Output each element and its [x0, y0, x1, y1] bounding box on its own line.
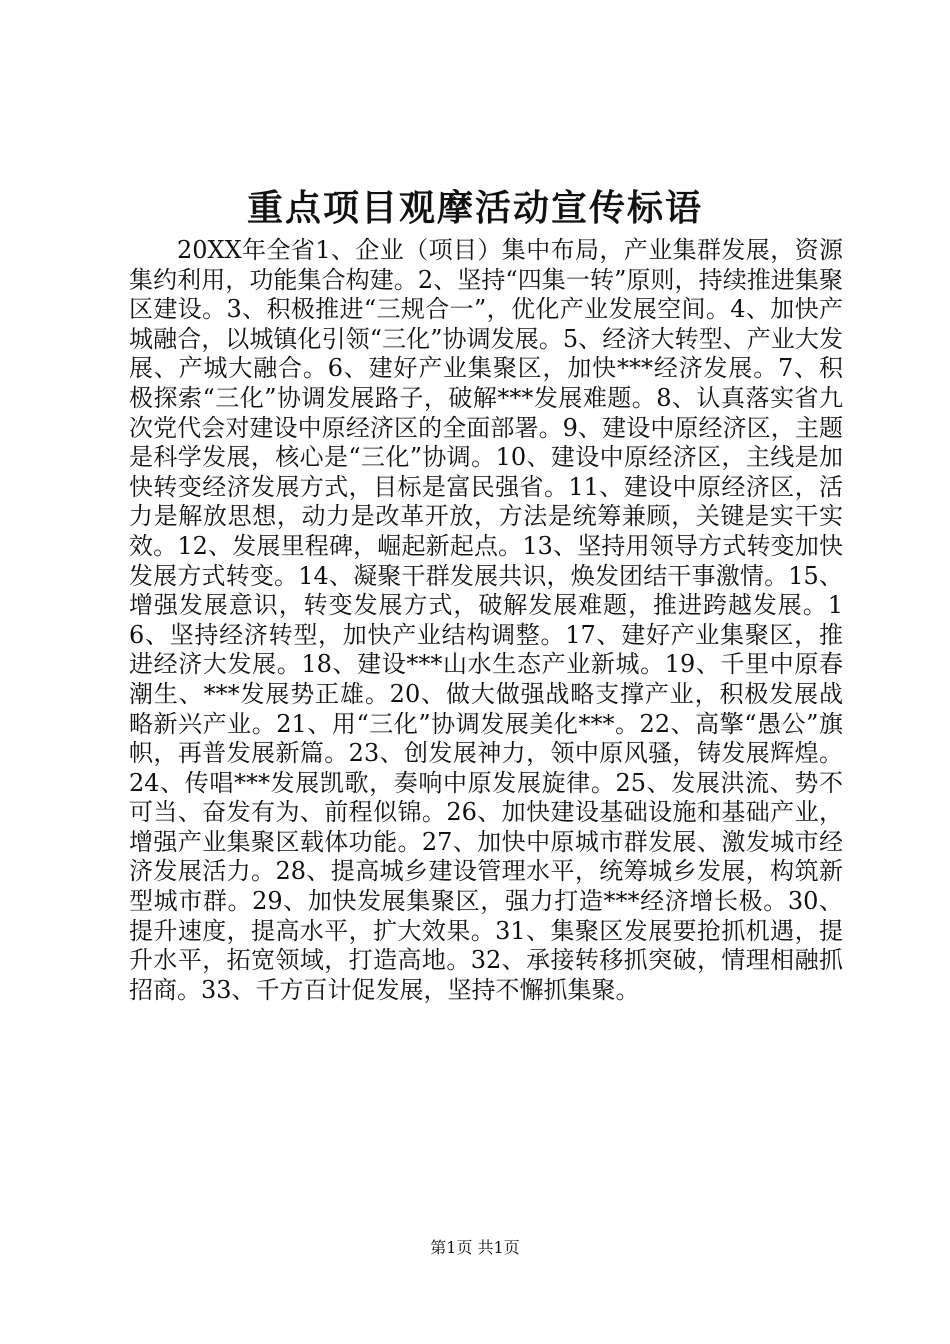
document-body-paragraph: 20XX年全省1、企业（项目）集中布局，产业集群发展，资源集约利用，功能集合构建。2、坚持“四集一转”原则，持续推进集聚区建设。3、积极推进“三规合一”，优化产业发展空间。4、加快产城融合，以城镇化引领“三化”协调发展。5、经济大转型、产业大发展、产城大融合。6、建好产业集聚区，加快***经济发展。7、积极探索“三化”协调发展路子，破解***发展难题。8、认真落实省九次党代会对建设中原经济区的全面部署。9、建设中原经济区，主题是科学发展，核心是“三化”协调。10、建设中原经济区，主线是加快转变经济发展方式，目标是富民强省。11、建设中原经济区，活力是解放思想，动力是改革开放，方法是统筹兼顾，关键是实干实效。12、发展里程碑，崛起新起点。13、坚持用领导方式转变加快发展方式转变。14、凝聚干群发展共识，焕发团结干事激情。15、增强发展意识，转变发展方式，破解发展难题，推进跨越发展。16、坚持经济转型，加快产业结构调整。17、建好产业集聚区，推进经济大发展。18、建设***山水生态产业新城。19、千里中原春潮生、***发展势正雄。20、做大做强战略支撑产业，积极发展战略新兴产业。21、用“三化”协调发展美化***。22、高擎“愚公”旗帜，再普发展新篇。23、创发展神力，领中原风骚，铸发展辉煌。24、传唱***发展凯歌，奏响中原发展旋律。25、发展洪流、势不可当、奋发有为、前程似锦。26、加快建设基础设施和基础产业，增强产业集聚区载体功能。27、加快中原城市群发展、激发城市经济发展活力。28、提高城乡建设管理水平，统筹城乡发展，构筑新型城市群。29、加快发展集聚区，强力打造***经济增长极。30、提升速度，提高水平，扩大效果。31、集聚区发展要抢抓机遇，提升水平，拓宽领域，打造高地。32、承接转移抓突破，情理相融抓招商。33、千方百计促发展，坚持不懈抓集聚。 — [129, 236, 843, 1004]
page-footer: 第1页 共1页 — [430, 1238, 520, 1257]
document-title: 重点项目观摩活动宣传标语 — [246, 187, 703, 229]
